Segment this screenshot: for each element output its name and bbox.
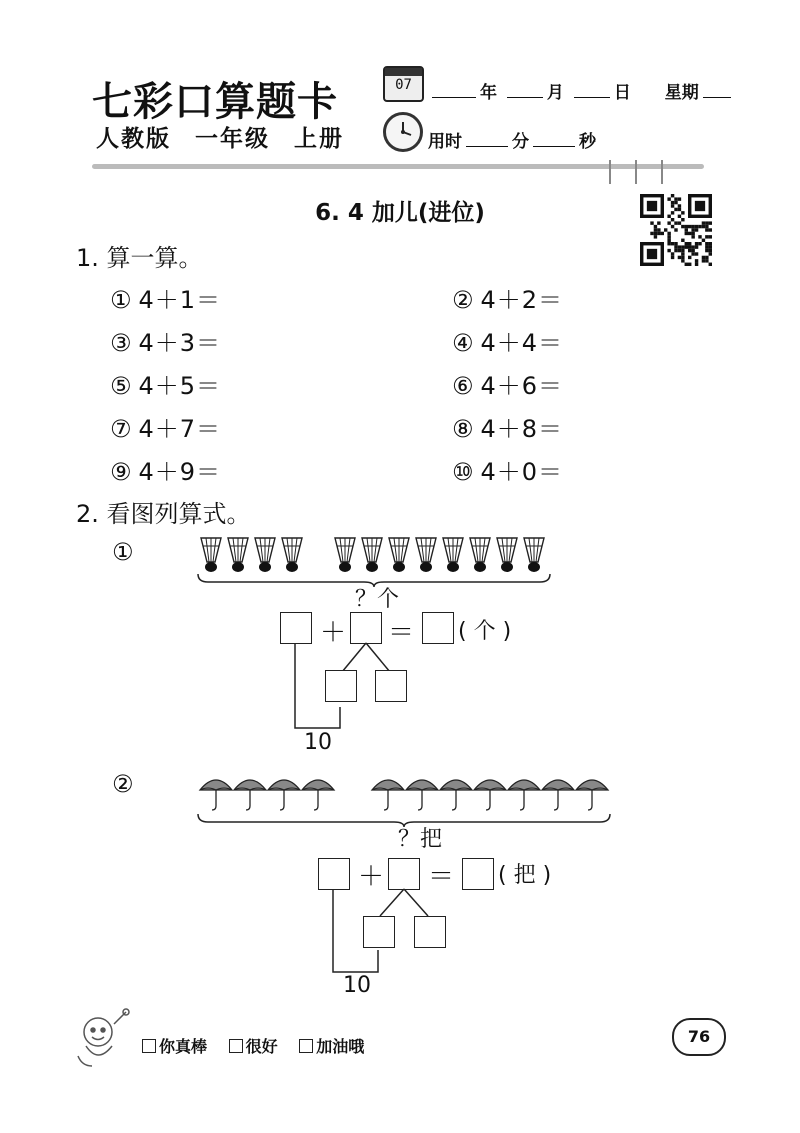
plus-sign: ＋: [320, 618, 347, 648]
q2-part1-question: ？个: [355, 587, 400, 612]
edition-subtitle: 人教版 一年级 上册: [96, 126, 345, 152]
weekday-label: 星期: [664, 83, 699, 103]
brand-logo: 七彩口算题卡: [92, 78, 338, 125]
calendar-number: 07: [395, 77, 412, 93]
month-label: 月: [546, 83, 564, 103]
page-number: 76: [672, 1018, 726, 1056]
month-blank[interactable]: [507, 83, 543, 98]
problem-number: ④: [452, 329, 475, 357]
umbrella-icon: [234, 780, 266, 810]
problem-expression: 4＋2＝: [480, 286, 564, 314]
year-label: 年: [480, 83, 497, 103]
rating-option-great[interactable]: 你真棒: [142, 1037, 207, 1056]
date-fields: [428, 78, 735, 103]
q2-part1-ten: 10: [304, 730, 332, 755]
problem-number: ⑧: [452, 415, 475, 443]
shuttlecock-icon: [362, 538, 382, 572]
problem-number: ⑨: [110, 458, 133, 486]
shuttlecock-row: [195, 534, 560, 576]
umbrella-icon: [440, 780, 472, 810]
umbrella-icon: [406, 780, 438, 810]
problem-expression: 4＋7＝: [138, 415, 222, 443]
problem-expression: 4＋9＝: [138, 458, 222, 486]
q2-part1-split-box-b[interactable]: [375, 670, 407, 702]
problem-expression: 4＋4＝: [480, 329, 564, 357]
q2-part2-question: ？把: [398, 827, 443, 852]
minutes-label: 分: [512, 132, 529, 152]
umbrella-icon: [508, 780, 540, 810]
umbrella-icon: [576, 780, 608, 810]
problem-expression: 4＋0＝: [480, 458, 564, 486]
umbrella-row: [196, 770, 616, 814]
q1-problem: [452, 452, 563, 487]
umbrella-icon: [268, 780, 300, 810]
rating-option-keep-going[interactable]: 加油哦: [299, 1037, 364, 1056]
q2-part2-ten: 10: [343, 973, 371, 998]
self-rating: [142, 1034, 364, 1057]
problem-number: ⑦: [110, 415, 133, 443]
year-blank[interactable]: [432, 83, 476, 98]
problem-expression: 4＋5＝: [138, 372, 222, 400]
problem-number: ⑩: [452, 458, 475, 486]
problem-number: ②: [452, 286, 475, 314]
q1-problem: [452, 366, 563, 401]
shuttlecock-icon: [470, 538, 490, 572]
shuttlecock-icon: [443, 538, 463, 572]
shuttlecock-icon: [524, 538, 544, 572]
q1-problem: [452, 280, 563, 315]
q2-part2-number: ②: [112, 770, 134, 798]
umbrella-icon: [542, 780, 574, 810]
time-used-label: 用时: [428, 132, 462, 152]
q1-problem: [110, 366, 221, 401]
q2-part2-split-box-a[interactable]: [363, 916, 395, 948]
q1-problem: [110, 452, 221, 487]
equals-sign: ＝: [428, 862, 455, 892]
q2-part1-number: ①: [112, 538, 134, 566]
umbrella-icon: [200, 780, 232, 810]
q2-part2-unit: ( 把 ): [498, 863, 552, 888]
q1-problem: [452, 323, 563, 358]
calendar-icon: [383, 66, 424, 102]
seconds-label: 秒: [579, 132, 596, 152]
problem-number: ⑤: [110, 372, 133, 400]
cartoon-mascot-icon: [68, 1006, 134, 1070]
plus-sign: ＋: [358, 862, 385, 892]
q2-part1-unit: ( 个 ): [458, 619, 512, 644]
problem-expression: 4＋8＝: [480, 415, 564, 443]
shuttlecock-icon: [335, 538, 355, 572]
problem-expression: 4＋6＝: [480, 372, 564, 400]
rating-option-good[interactable]: 很好: [229, 1037, 278, 1056]
q1-problem: [452, 409, 563, 444]
q2-part2-sum-box[interactable]: [462, 858, 494, 890]
q2-part1-sum-box[interactable]: [422, 612, 454, 644]
lesson-title: 6. 4 加儿(进位): [315, 200, 485, 226]
shuttlecock-icon: [282, 538, 302, 572]
q2-part2-split-box-b[interactable]: [414, 916, 446, 948]
problem-expression: 4＋3＝: [138, 329, 222, 357]
q1-problem: [110, 409, 221, 444]
seconds-blank[interactable]: [533, 132, 575, 147]
problem-number: ①: [110, 286, 133, 314]
problem-expression: 4＋1＝: [138, 286, 222, 314]
shuttlecock-icon: [497, 538, 517, 572]
minutes-blank[interactable]: [466, 132, 508, 147]
shuttlecock-icon: [201, 538, 221, 572]
q2-part1-split-box-a[interactable]: [325, 670, 357, 702]
q1-heading: 1. 算一算。: [76, 244, 203, 272]
q1-problem: [110, 323, 221, 358]
shuttlecock-icon: [255, 538, 275, 572]
day-blank[interactable]: [574, 83, 610, 98]
shuttlecock-icon: [228, 538, 248, 572]
clock-icon: [383, 112, 423, 152]
divider-ornament: [600, 158, 680, 188]
umbrella-icon: [302, 780, 334, 810]
umbrella-icon: [474, 780, 506, 810]
q2-heading: 2. 看图列算式。: [76, 500, 251, 528]
time-fields: [428, 127, 596, 152]
day-label: 日: [613, 83, 631, 103]
umbrella-icon: [372, 780, 404, 810]
qr-code-icon[interactable]: [640, 194, 712, 266]
equals-sign: ＝: [388, 618, 415, 648]
shuttlecock-icon: [389, 538, 409, 572]
shuttlecock-icon: [416, 538, 436, 572]
q1-problem: [110, 280, 221, 315]
weekday-blank[interactable]: [703, 83, 731, 98]
problem-number: ③: [110, 329, 133, 357]
problem-number: ⑥: [452, 372, 475, 400]
